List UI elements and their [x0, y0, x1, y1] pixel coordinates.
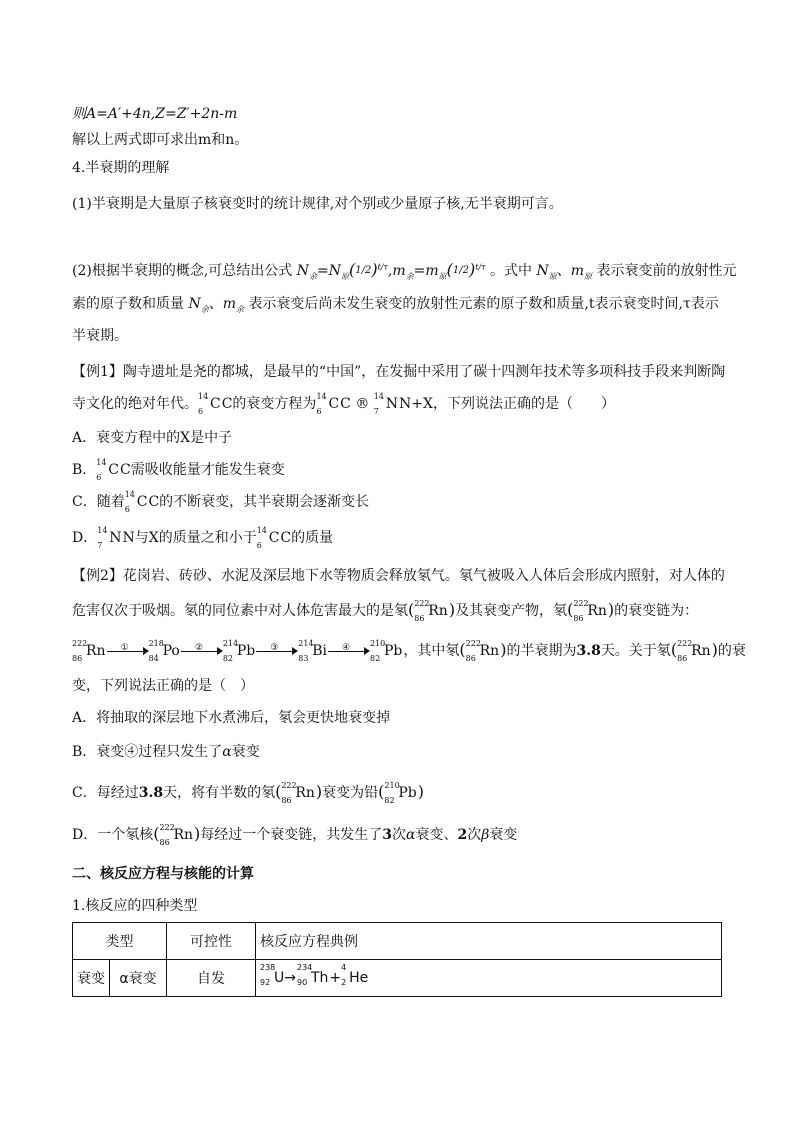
text-span: 衰变为铅 — [322, 785, 379, 801]
nuclide-c14: 14 6 C — [256, 526, 280, 550]
text-span: 的衰 — [717, 643, 746, 659]
option-c — [72, 492, 369, 512]
option-label: B． — [72, 462, 97, 478]
number: 3 — [382, 827, 393, 843]
text-span: 危害仅次于吸烟。氡的同位素中对人体危害最大的是氡 — [72, 603, 408, 619]
option-d: D．一个氡核( 222 86 Rn)每经过一个衰变链，共发生了3次α衰变、2次β衰变 — [72, 823, 518, 847]
table-header-cell: 类型 — [73, 923, 167, 960]
table-row — [73, 960, 722, 997]
number: 3.8 — [576, 643, 601, 659]
section-heading: 4.半衰期的理解 — [72, 160, 170, 176]
fraction: 1/2 — [452, 265, 469, 276]
nuclide-rn222: 222 86 Rn — [573, 599, 607, 623]
decay-arrow-1: ① — [107, 646, 149, 656]
nuclide-c14: 14 6 C — [124, 490, 148, 514]
option-b — [72, 742, 260, 762]
example-2-text: 危害仅次于吸烟。氡的同位素中对人体危害最大的是氡( 222 86 Rn)及其衰变产物，氡( 222 86 Rn)的衰变链为： — [72, 599, 699, 623]
text-span: D．一个氡核 — [72, 827, 154, 843]
text-span: C的质量 — [280, 530, 334, 546]
example-2-text: 【例2】花岗岩、砖砂、水泥及深层地下水等物质会释放氡气。氡气被吸入人体后会形成内照射，对人体的 — [72, 568, 725, 584]
fraction: 1/2 — [355, 265, 372, 276]
table-header-row — [73, 923, 722, 960]
text-span: (2)根据半衰期的概念,可总结出公式 — [72, 263, 293, 279]
text-span: C ® — [340, 396, 374, 412]
equation-line: 则A=A′+4n,Z=Z′+2n-m — [72, 106, 238, 122]
alpha-symbol: α — [222, 744, 232, 760]
text-span: B．衰变④过程只发生了 — [72, 744, 223, 760]
table-header-cell: 核反应方程典例 — [256, 923, 722, 960]
table-cell: 自发 — [167, 960, 256, 997]
subsection-heading: 1.核反应的四种类型 — [72, 898, 198, 914]
text-span: 。式中 — [490, 263, 533, 279]
option-d — [72, 528, 333, 548]
example-1-text: 【例1】陶寺遗址是尧的都城，是最早的“中国”，在发掘中采用了碳十四测年技术等多项科技手段来判断陶 — [72, 364, 726, 380]
nuclide-rn222: 222 86 Rn — [72, 639, 106, 663]
option-a: A．将抽取的深层地下水煮沸后，氡会更快地衰变掉 — [72, 710, 391, 726]
text-span: 次 — [392, 827, 407, 843]
text-span: 及其衰变产物，氡 — [455, 603, 568, 619]
text-span: N+X，下列说法正确的是（ ） — [399, 396, 615, 412]
beta-symbol: β — [481, 827, 490, 843]
decay-arrow-4: ④ — [328, 646, 370, 656]
nuclide-he4: 4 2 He — [341, 963, 369, 987]
table-cell: α衰变 — [110, 960, 167, 997]
nuclide-rn222: 222 86 Rn — [677, 639, 711, 663]
decay-chain-line: 222 86 Rn ① 218 84 Po ② 214 82 Pb ③ 214 83 Bi ④ 210 82 Pb，其中氡( 222 86 Rn)的半衰期为3.8天。关于氡( 222 86 Rn)的衰 — [72, 639, 746, 663]
text-span: 天，将有半数的氡 — [163, 785, 276, 801]
text-span: 的半衰期为 — [506, 643, 577, 659]
text-span: C．随着 — [72, 494, 125, 510]
nuclide-rn222: 222 86 Rn — [281, 781, 315, 805]
example-1-text — [72, 394, 615, 414]
nuclide-rn222: 222 86 Rn — [465, 639, 500, 663]
text-span: C的不断衰变，其半衰期会逐渐变长 — [148, 494, 370, 510]
formula-line — [72, 260, 736, 281]
nuclide-c14: 14 6 C — [198, 392, 221, 416]
text-span: 衰变 — [489, 827, 518, 843]
paragraph-line: 半衰期。 — [72, 328, 128, 344]
nuclide-n14: 14 7 N — [97, 526, 122, 550]
option-b — [72, 460, 285, 480]
text-span: 素的原子数和质量 — [72, 296, 184, 312]
text-span: C的衰变方程为 — [221, 396, 317, 412]
nuclide-pb214: 214 82 Pb — [222, 639, 256, 663]
number: 2 — [457, 827, 468, 843]
nuclide-rn222: 222 86 Rn — [159, 823, 194, 847]
text-span: 次 — [467, 827, 482, 843]
text-span: 衰变、 — [415, 827, 458, 843]
table-cell-equation — [256, 960, 722, 997]
text-line: 解以上两式即可求出m和n。 — [72, 132, 249, 148]
example-2-text: 变，下列说法正确的是（ ） — [72, 678, 254, 694]
table-header-cell: 可控性 — [167, 923, 256, 960]
text-span: N与X的质量之和小于 — [122, 530, 257, 546]
alpha-symbol: α — [406, 827, 416, 843]
nuclide-c14: 14 6 C — [96, 458, 120, 482]
number: 3.8 — [138, 785, 164, 801]
nuclide-rn222: 222 86 Rn — [414, 599, 448, 623]
table-cell: 衰变 — [73, 960, 110, 997]
plus-sign: + — [329, 970, 342, 986]
variable: $N_余$、$m_余$ — [188, 296, 244, 314]
nuclide-bi214: 214 83 Bi — [298, 639, 327, 663]
nuclide-pb210: 210 82 Pb — [384, 781, 417, 805]
paragraph: (1)半衰期是大量原子核衰变时的统计规律,对个别或少量原子核,无半衰期可言。 — [72, 196, 563, 212]
text-span: ，其中氡 — [403, 643, 460, 659]
reaction-types-table — [72, 922, 722, 997]
text-span: 天。关于氡 — [600, 643, 671, 659]
text-span: 寺文化的绝对年代。 — [72, 396, 198, 412]
text-span: 衰变 — [231, 744, 260, 760]
nuclide-th234: 234 90 Th — [296, 963, 329, 987]
nuclide-n14: 14 7 N — [373, 392, 399, 416]
section-heading: 二、核反应方程与核能的计算 — [72, 866, 254, 882]
decay-arrow-2: ② — [181, 646, 223, 656]
nuclide-c14: 14 6 C — [316, 392, 340, 416]
text-span: 的衰变链为： — [614, 603, 699, 619]
text-span: C．每经过 — [72, 785, 139, 801]
text-span: 表示衰变后尚未发生衰变的放射性元素的原子数和质量,t表示衰变时间,τ表示 — [248, 296, 719, 312]
text-span: D． — [72, 530, 98, 546]
text-span: 表示衰变前的放射性元 — [596, 263, 737, 279]
option-a: A．衰变方程中的X是中子 — [72, 430, 233, 446]
formula: $N_余=N_原(1/2)^{t/\tau},m_余=m_原(1/2)^{t/\tau}$ — [296, 260, 486, 281]
nuclide-u238: 238 92 U→ — [260, 963, 296, 987]
text-span: C需吸收能量才能发生衰变 — [120, 462, 285, 478]
decay-arrow-3: ③ — [256, 646, 298, 656]
option-c: C．每经过3.8天，将有半数的氡( 222 86 Rn)衰变为铅( 210 82 Pb) — [72, 781, 425, 805]
nuclide-pb210: 210 82 Pb — [370, 639, 403, 663]
paragraph-line — [72, 294, 719, 314]
nuclide-po218: 218 84 Po — [148, 639, 180, 663]
variable: $N_原$、$m_原$ — [536, 263, 593, 281]
text-span: 每经过一个衰变链，共发生了 — [200, 827, 383, 843]
